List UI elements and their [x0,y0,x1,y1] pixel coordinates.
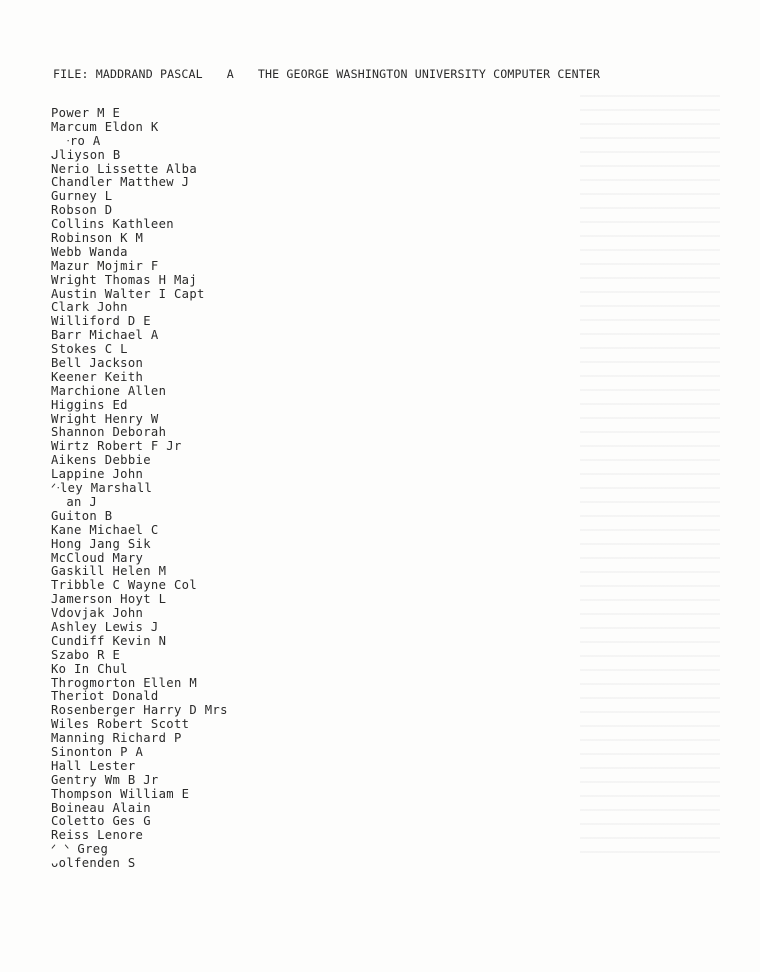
name-entry: Mazur Mojmir F [51,258,159,273]
name-entry: Rosenberger Harry D Mrs [51,703,228,718]
name-entry: Ashley Lewis J [51,619,159,634]
name-entry: Thompson William E [51,786,190,801]
name-entry: Coletto Ges G [51,814,151,829]
name-entry: Szabo R E [51,647,121,662]
name-entry: Aikens Debbie [51,453,151,468]
name-entry: Wiles Robert Scott [51,717,190,732]
name-entry: Ko In Chul [51,661,128,676]
name-entry: Robinson K M [51,231,144,246]
name-entry: Bell Jackson [51,356,144,371]
name-entry: Vdovjak John [51,606,144,621]
name-entry: Gaskill Helen M [51,564,167,579]
name-entry: ᴗolfenden S [51,856,136,871]
name-entry: ᒍliyson B [51,147,121,162]
name-entry: Chandler Matthew J [51,175,190,190]
name-entry: Kane Michael C [51,522,159,537]
name-entry: Shannon Deborah [51,425,167,440]
name-entry: Manning Richard P [51,731,182,746]
name-entry: Robson D [51,203,113,218]
name-entry: Austin Walter I Capt [51,286,205,301]
name-entry: Cundiff Kevin N [51,633,167,648]
name-entry: Hong Jang Sik [51,536,151,551]
name-entry: Sinonton P A [51,744,144,759]
name-entry: Power M E [51,106,121,120]
file-label: FILE: MADDRAND PASCAL [53,67,203,81]
name-entry: Marcum Eldon K [51,119,159,134]
name-entry: Throgmorton Ellen M [51,675,198,690]
name-entry: an J [51,494,98,509]
name-entry: Wirtz Robert F Jr [51,439,182,454]
name-entry: Webb Wanda [51,244,128,259]
name-entry: Wright Henry W [51,411,159,426]
organization-label: THE GEORGE WASHINGTON UNIVERSITY COMPUTER CENTER [257,67,601,81]
name-entry: Gentry Wm B Jr [51,772,159,787]
name-entry: Guiton B [51,508,113,523]
name-entry: Nerio Lissette Alba [51,161,198,176]
name-entry: Higgins Ed [51,397,128,412]
name-entry: Jamerson Hoyt L [51,592,167,607]
name-entry: Boineau Alain [51,800,151,815]
name-entry: Barr Michael A [51,328,159,343]
name-list [51,107,228,871]
name-entry: Collins Kathleen [51,217,174,232]
name-entry: Williford D E [51,314,151,329]
section-label: A [226,67,234,81]
name-entry: Stokes C L [51,342,128,357]
name-entry: ᐟ ᐠ Greg [51,842,109,857]
name-entry: Hall Lester [51,758,136,773]
name-entry: Marchione Allen [51,383,167,398]
name-entry: Keener Keith [51,369,144,384]
name-entry: Clark John [51,300,128,315]
show-through-marks [580,95,720,855]
name-entry: Tribble C Wayne Col [51,578,198,593]
name-entry: Theriot Donald [51,689,159,704]
name-entry: ᐟᐧley Marshall [51,481,153,496]
name-entry: Gurney L [51,189,113,204]
name-entry: ᐧro A [51,133,101,148]
name-entry: Lappine John [51,467,144,482]
name-entry: Reiss Lenore [51,828,144,843]
page-header [53,67,600,81]
name-entry: McCloud Mary [51,550,144,565]
name-entry: Wright Thomas H Maj [51,272,198,287]
